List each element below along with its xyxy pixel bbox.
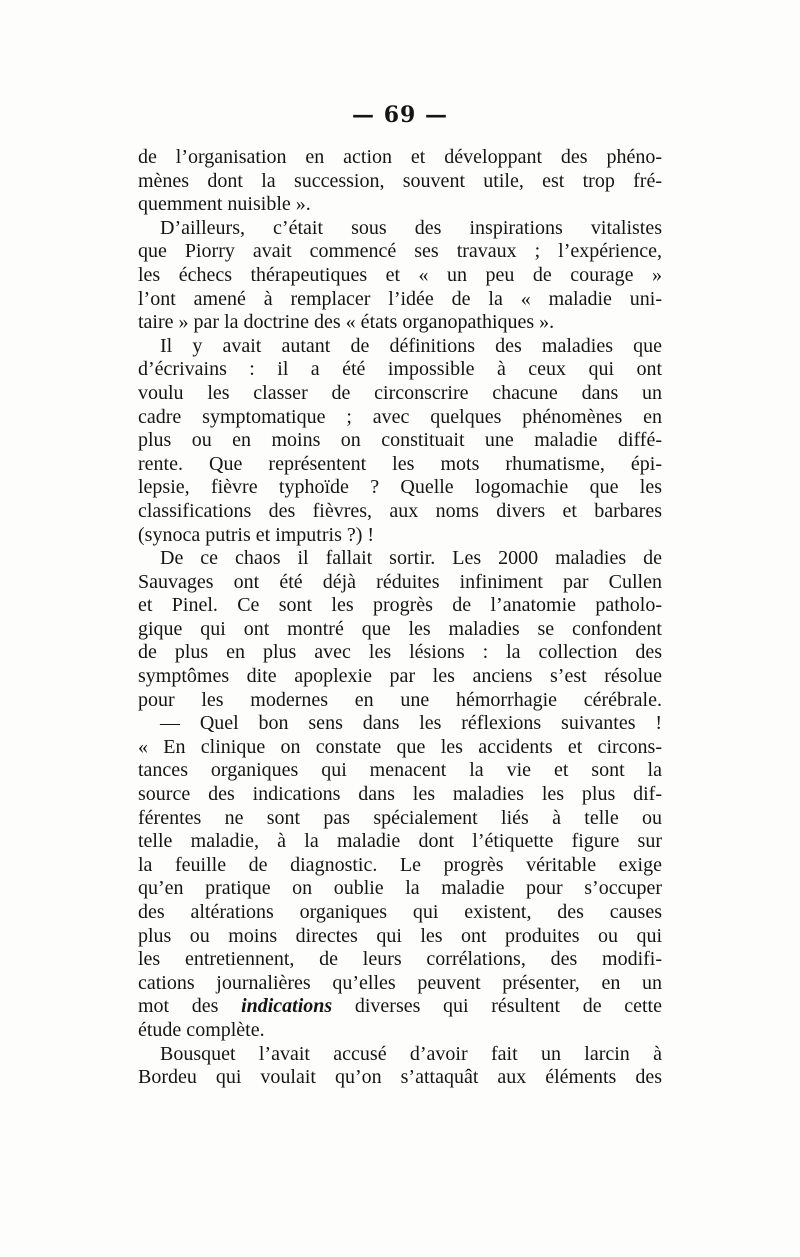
text-line: — Quel bon sens dans les réflexions suivantes ! bbox=[160, 712, 662, 735]
text-line: Bousquet l’avait accusé d’avoir fait un larcin à bbox=[160, 1042, 662, 1065]
text-line: tances organiques qui menacent la vie et sont la bbox=[138, 759, 662, 782]
text-line: classifications des fièvres, aux noms divers et barbares bbox=[138, 499, 662, 522]
text-line: voulu les classer de circonscrire chacune dans un bbox=[138, 381, 662, 404]
text-line: cadre symptomatique ; avec quelques phénomènes en bbox=[138, 405, 662, 428]
text-line: source des indications dans les maladies les plus dif- bbox=[138, 783, 662, 806]
text-line bbox=[138, 995, 662, 1019]
text-line: et Pinel. Ce sont les progrès de l’anatomie patholo- bbox=[138, 594, 662, 617]
text-line: qu’en pratique on oublie la maladie pour s’occuper bbox=[138, 877, 662, 900]
text-line: les échecs thérapeutiques et « un peu de courage » bbox=[138, 263, 662, 286]
text-line: de l’organisation en action et développant des phéno- bbox=[138, 146, 662, 168]
text-line: mènes dont la succession, souvent utile, est trop fré- bbox=[138, 169, 662, 192]
text-line: (synoca putris et imputris ?) ! bbox=[138, 523, 375, 546]
text-line: cations journalières qu’elles peuvent présenter, en un bbox=[138, 971, 662, 994]
page-number: — 69 — bbox=[352, 102, 448, 128]
text-line: de plus en plus avec les lésions : la collection des bbox=[138, 641, 662, 664]
text-line: d’écrivains : il a été impossible à ceux qui ont bbox=[138, 358, 662, 381]
text-line: que Piorry avait commencé ses travaux ; l’expérience, bbox=[138, 240, 662, 263]
text-line: plus ou moins directes qui les ont produites ou qui bbox=[138, 924, 662, 947]
text-segment: diverses qui résultent de cette bbox=[332, 995, 662, 1018]
text-line: étude complète. bbox=[138, 1018, 265, 1041]
text-line: la feuille de diagnostic. Le progrès véritable exige bbox=[138, 853, 662, 876]
text-line: rente. Que représentent les mots rhumatisme, épi- bbox=[138, 452, 662, 475]
text-line: D’ailleurs, c’était sous des inspirations vitalistes bbox=[160, 216, 662, 239]
text-line: plus ou en moins on constituait une maladie diffé- bbox=[138, 429, 662, 452]
text-line: Il y avait autant de définitions des maladies que bbox=[160, 334, 662, 357]
text-line: gique qui ont montré que les maladies se confondent bbox=[138, 617, 662, 640]
text-line: Bordeu qui voulait qu’on s’attaquât aux éléments des bbox=[138, 1066, 662, 1089]
text-line: des altérations organiques qui existent, des causes bbox=[138, 901, 662, 923]
text-line: quemment nuisible ». bbox=[138, 193, 311, 216]
text-line: férentes ne sont pas spécialement liés à telle ou bbox=[138, 806, 662, 829]
text-line: taire » par la doctrine des « états organopathiques ». bbox=[138, 311, 555, 334]
text-line: Sauvages ont été déjà réduites infiniment par Cullen bbox=[138, 570, 662, 593]
emphasized-word: indications bbox=[241, 995, 333, 1018]
text-line: symptômes dite apoplexie par les anciens s’est résolue bbox=[138, 665, 662, 688]
body-text bbox=[138, 146, 662, 1090]
text-line: De ce chaos il fallait sortir. Les 2000 maladies de bbox=[160, 547, 662, 570]
text-line: « En clinique on constate que les accidents et circons- bbox=[138, 735, 662, 758]
text-line: l’ont amené à remplacer l’idée de la « maladie uni- bbox=[138, 287, 662, 310]
text-line: telle maladie, à la maladie dont l’étiquette figure sur bbox=[138, 830, 662, 853]
text-line: pour les modernes en une hémorrhagie cérébrale. bbox=[138, 688, 662, 711]
text-segment: mot des bbox=[138, 995, 242, 1018]
text-line: les entretiennent, de leurs corrélations, des modifi- bbox=[138, 948, 662, 971]
text-line: lepsie, fièvre typhoïde ? Quelle logomachie que les bbox=[138, 476, 662, 499]
